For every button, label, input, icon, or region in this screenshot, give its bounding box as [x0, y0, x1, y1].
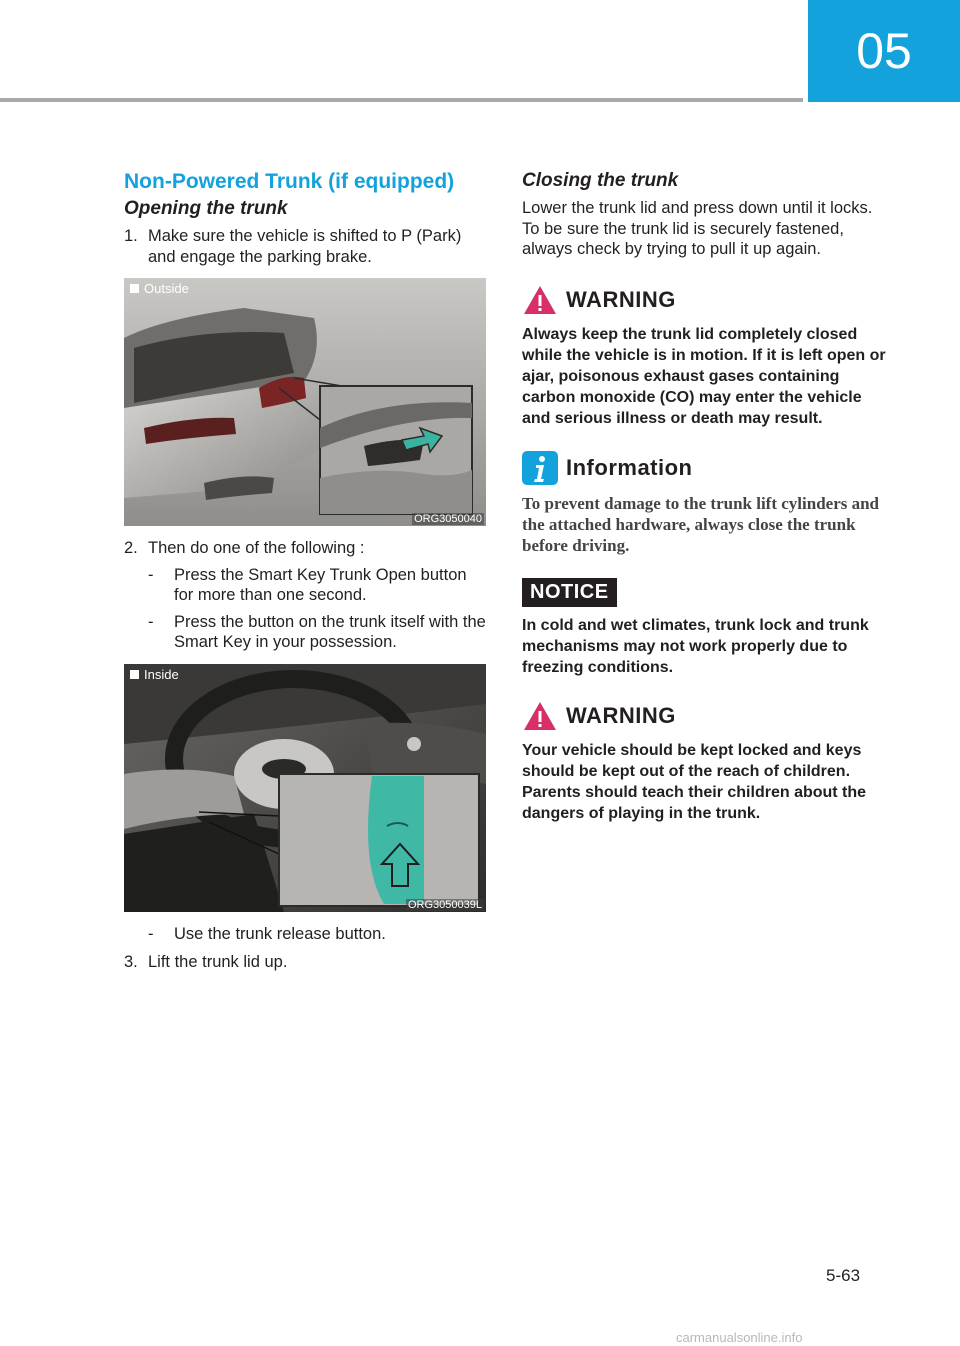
information-title: Information — [566, 454, 693, 480]
header-rule — [0, 98, 803, 102]
step-1 — [124, 226, 488, 267]
warning-callout-1 — [522, 284, 892, 429]
square-bullet-icon — [130, 670, 139, 679]
right-column — [522, 170, 892, 824]
option-text: Press the Smart Key Trunk Open button for more than one second. — [174, 565, 467, 604]
figure-label: Outside — [130, 281, 189, 296]
figure-inside — [124, 664, 486, 912]
closing-text: Lower the trunk lid and press down until it locks. To be sure the trunk lid is securely fastened, always check by trying to pull it up again. — [522, 199, 873, 258]
dash-bullet: - — [148, 565, 154, 584]
information-icon — [522, 451, 558, 485]
warning-triangle-icon — [522, 284, 558, 316]
warning-text: Always keep the trunk lid completely closed while the vehicle is in motion. If it is left open or ajar, poisonous exhaust gases containing carbon monoxide (CO) may enter the vehicle and serious illness or death may result. — [522, 325, 886, 427]
step-number: 2. — [124, 539, 138, 557]
option-text: Press the button on the trunk itself with the Smart Key in your possession. — [174, 612, 486, 651]
step-2-option-1 — [148, 565, 488, 606]
step-2 — [124, 538, 488, 559]
closing-title: Closing the trunk — [522, 170, 679, 191]
section-title: Non-Powered Trunk (if equipped) — [124, 170, 455, 193]
step-text: Lift the trunk lid up. — [148, 953, 288, 971]
step-2-option-2 — [148, 612, 488, 653]
warning-text: Your vehicle should be kept locked and keys should be kept out of the reach of children. Parents should teach their children about the dangers of playing in the trunk. — [522, 741, 867, 822]
trunk-outside-illustration — [124, 278, 486, 526]
step-text: Then do one of the following : — [148, 539, 365, 557]
chapter-tab — [808, 0, 960, 102]
step-text: Make sure the vehicle is shifted to P (Park) and engage the parking brake. — [148, 227, 462, 266]
option-text: Use the trunk release button. — [174, 924, 386, 943]
watermark: carmanualsonline.info — [676, 1330, 803, 1345]
step-number: 3. — [124, 953, 138, 971]
page-number: 5-63 — [826, 1266, 861, 1285]
figure-code: ORG3050039L — [408, 898, 482, 911]
warning-title: WARNING — [566, 286, 676, 312]
left-column — [124, 170, 488, 973]
warning-triangle-icon — [522, 700, 558, 732]
square-bullet-icon — [130, 284, 139, 293]
subsection-title: Opening the trunk — [124, 198, 288, 219]
warning-title: WARNING — [566, 702, 676, 728]
step-number: 1. — [124, 227, 138, 245]
information-text: To prevent damage to the trunk lift cylinders and the attached hardware, always close the trunk before driving. — [522, 493, 880, 555]
notice-text: In cold and wet climates, trunk lock and trunk mechanisms may not work properly due to freezing conditions. — [522, 616, 869, 676]
figure-code: ORG3050040 — [414, 513, 482, 525]
notice-callout — [522, 578, 892, 678]
chapter-number: 05 — [856, 23, 912, 79]
information-callout — [522, 451, 892, 556]
warning-callout-2 — [522, 700, 892, 824]
dash-bullet: - — [148, 924, 154, 943]
figure-outside — [124, 278, 486, 526]
dash-bullet: - — [148, 612, 154, 631]
trunk-release-button-illustration — [124, 664, 486, 912]
figure-label: Inside — [130, 667, 179, 682]
notice-badge: NOTICE — [522, 578, 617, 607]
step-2-option-3 — [148, 924, 488, 945]
step-3 — [124, 952, 488, 973]
